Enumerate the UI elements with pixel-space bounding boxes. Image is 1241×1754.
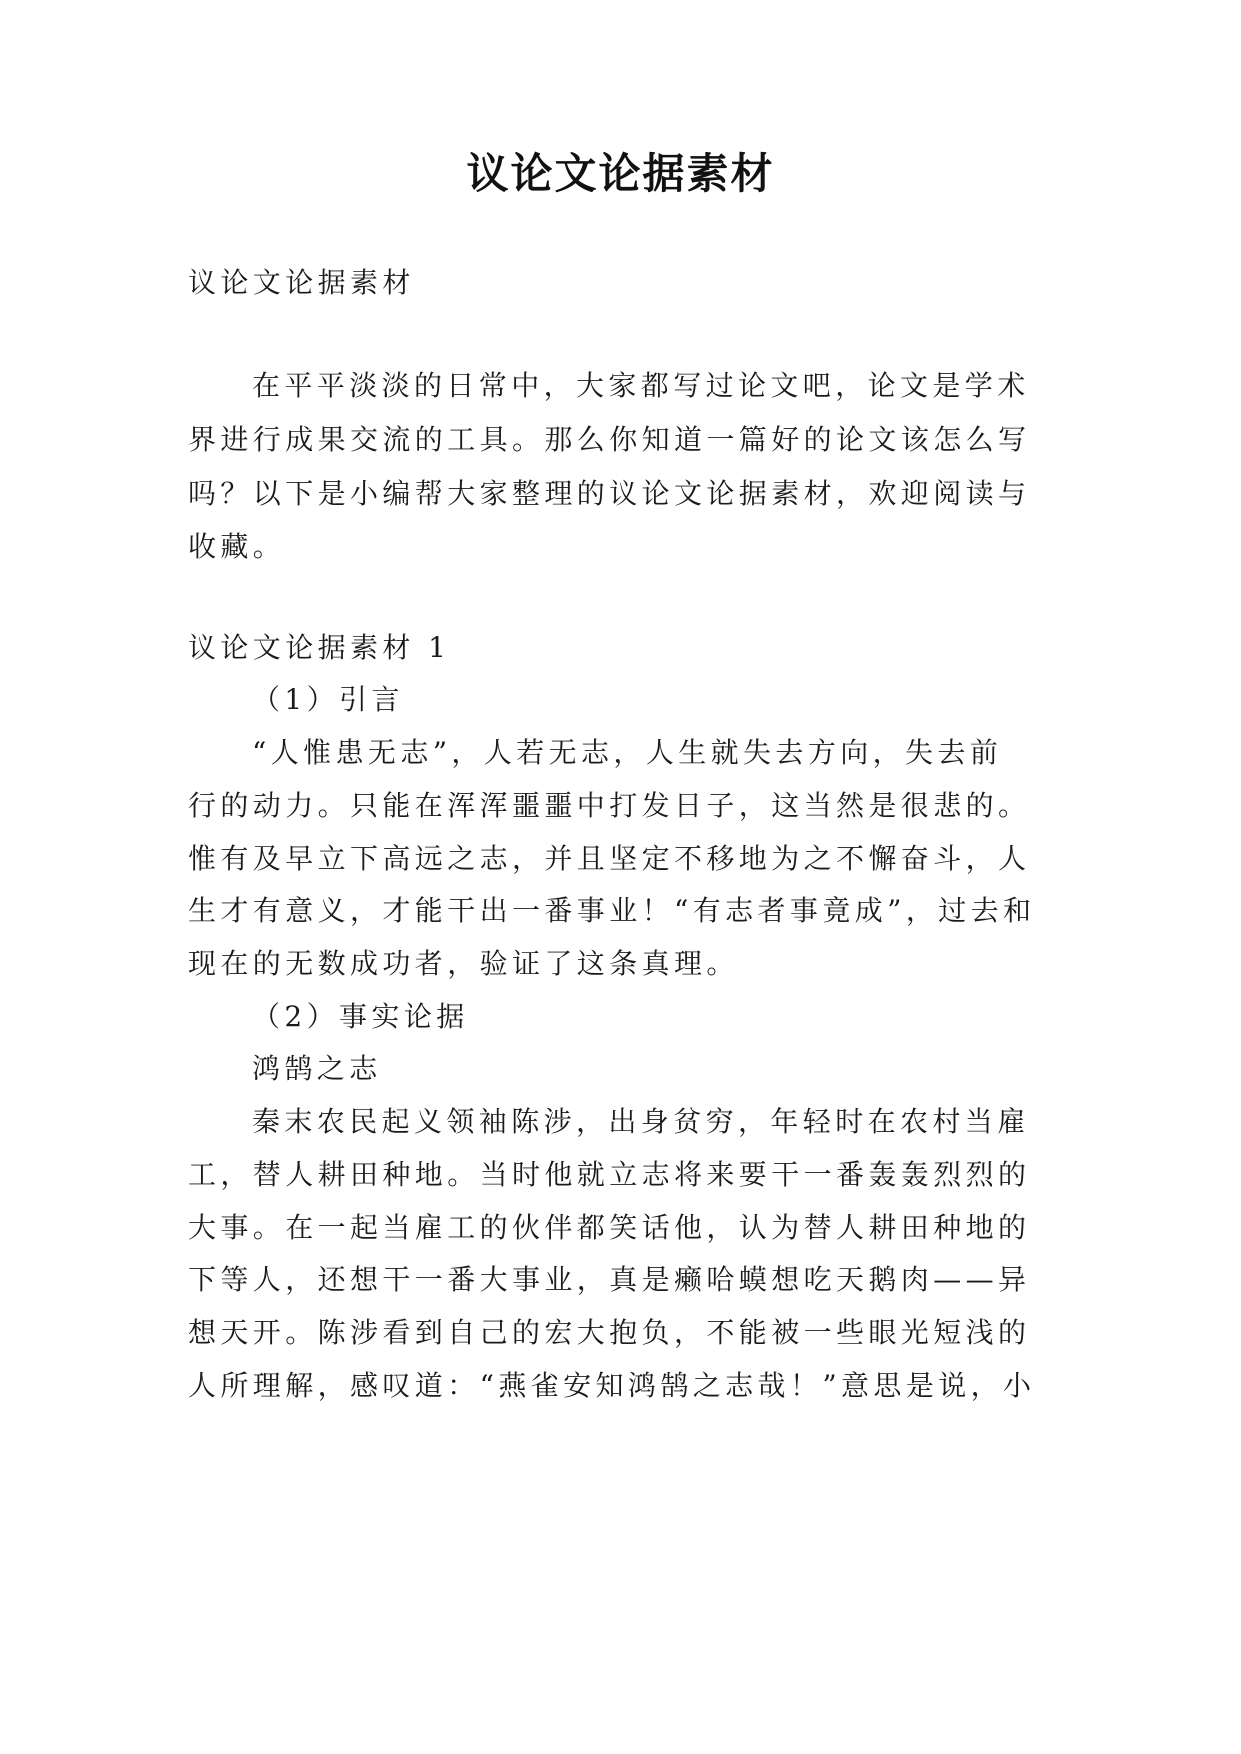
intro-line-2: 界进行成果交流的工具。那么你知道一篇好的论文该怎么写 xyxy=(188,423,1031,456)
story-line-5: 想天开。陈涉看到自己的宏大抱负，不能被一些眼光短浅的 xyxy=(188,1316,1031,1349)
section-heading: 议论文论据素材 1 xyxy=(188,631,451,664)
story-line-4: 下等人，还想干一番大事业，真是癞哈蟆想吃天鹅肉——异 xyxy=(188,1263,1031,1296)
story-line-2: 工，替人耕田种地。当时他就立志将来要干一番轰轰烈烈的 xyxy=(188,1158,1031,1191)
quote-line-4: 生才有意义，才能干出一番事业！“有志者事竟成”，过去和 xyxy=(188,894,1036,927)
subsection-heading-2: （2）事实论据 xyxy=(252,1000,469,1033)
story-line-6: 人所理解，感叹道：“燕雀安知鸿鹄之志哉！”意思是说，小 xyxy=(188,1369,1036,1402)
intro-line-4: 收藏。 xyxy=(188,530,286,563)
story-line-3: 大事。在一起当雇工的伙伴都笑话他，认为替人耕田种地的 xyxy=(188,1211,1031,1244)
quote-line-3: 惟有及早立下高远之志，并且坚定不移地为之不懈奋斗，人 xyxy=(188,842,1031,875)
quote-line-5: 现在的无数成功者，验证了这条真理。 xyxy=(188,947,739,980)
intro-line-3: 吗？以下是小编帮大家整理的议论文论据素材，欢迎阅读与 xyxy=(188,477,1031,510)
story-line-1: 秦末农民起义领袖陈涉，出身贫穷，年轻时在农村当雇 xyxy=(252,1105,1030,1138)
subtitle-line: 议论文论据素材 xyxy=(188,266,415,299)
quote-line-1: “人惟患无志”，人若无志，人生就失去方向，失去前 xyxy=(252,736,1003,769)
intro-line-1: 在平平淡淡的日常中，大家都写过论文吧，论文是学术 xyxy=(252,369,1030,402)
document-title: 议论文论据素材 xyxy=(466,149,775,198)
story-heading: 鸿鹄之志 xyxy=(252,1052,382,1085)
quote-line-2: 行的动力。只能在浑浑噩噩中打发日子，这当然是很悲的。 xyxy=(188,789,1031,822)
subsection-heading-1: （1）引言 xyxy=(252,683,404,716)
